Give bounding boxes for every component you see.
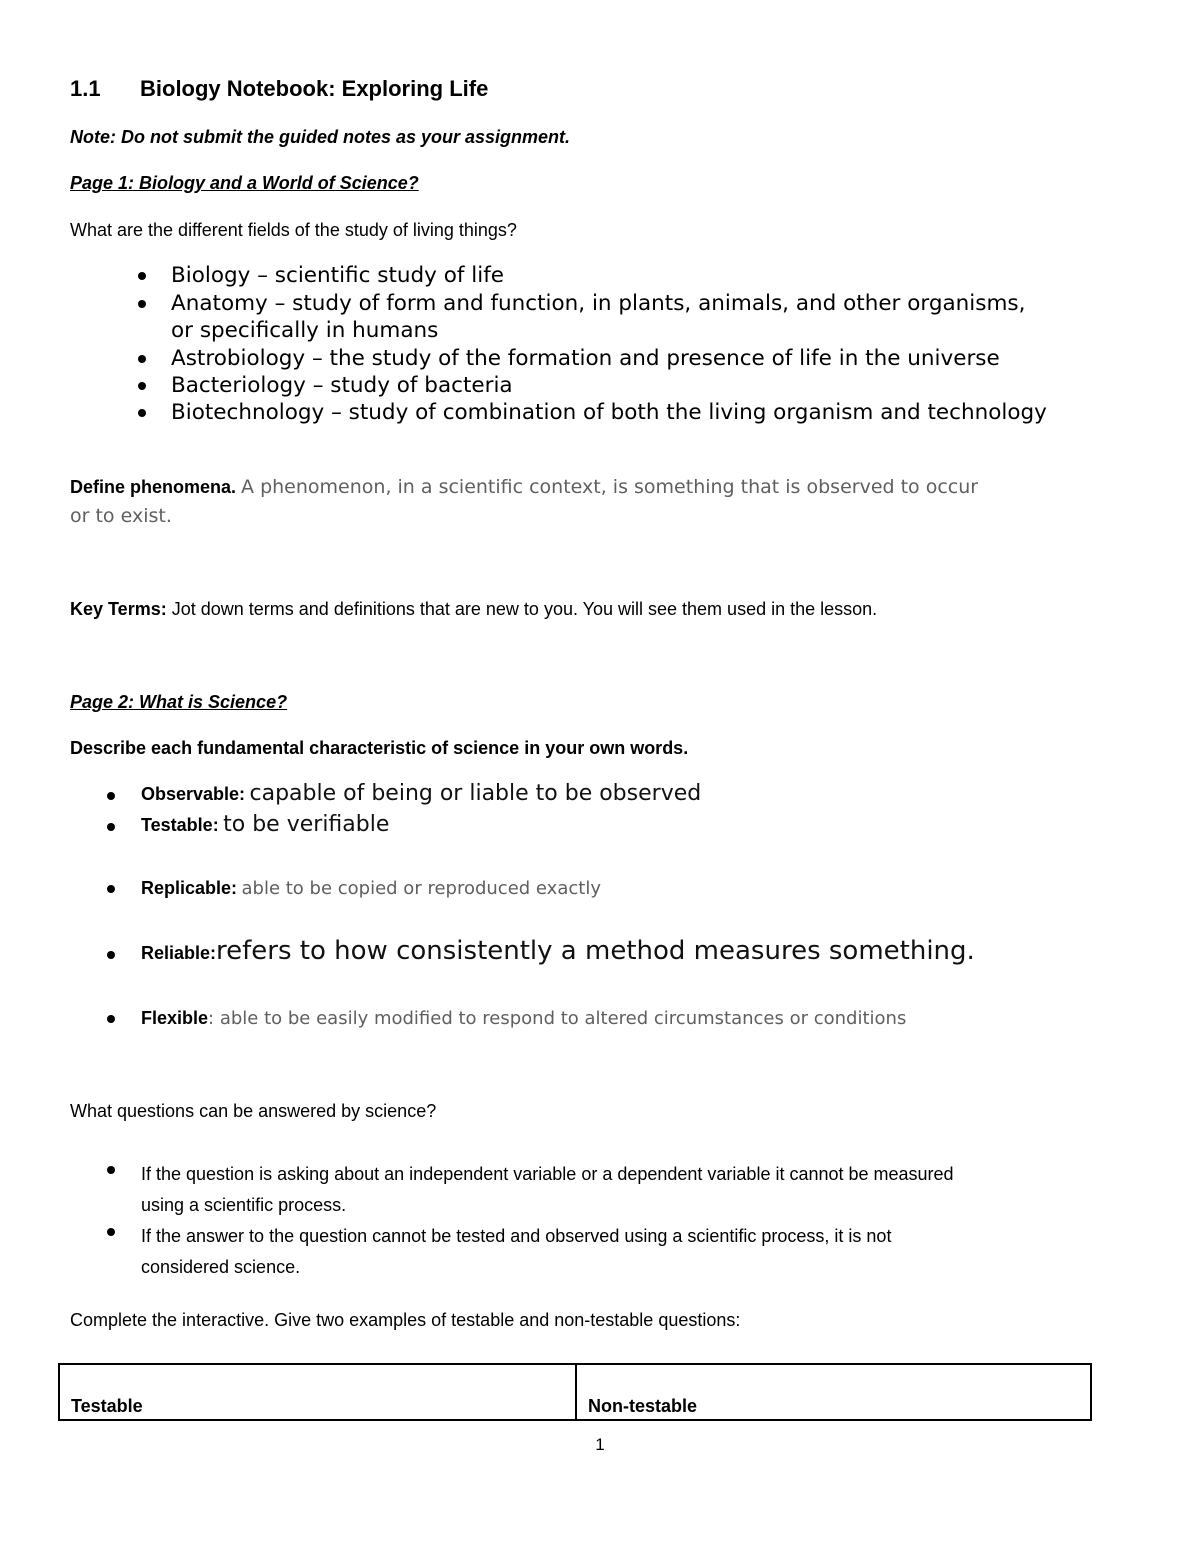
document-title <box>70 76 488 102</box>
define-phenomena <box>70 476 978 498</box>
replicable-answer: able to be copied or reproduced exactly <box>241 878 601 899</box>
answer-item <box>141 1159 954 1221</box>
characteristic-observable <box>141 781 701 806</box>
bullet-icon <box>107 951 115 959</box>
field-item-anatomy: Anatomy – study of form and function, in plants, animals, and other organisms, <box>171 291 1026 316</box>
answer-line: considered science. <box>141 1257 301 1277</box>
bullet-icon <box>107 1166 115 1174</box>
testable-label: Testable: <box>141 815 219 835</box>
bullet-icon <box>138 409 146 417</box>
non-testable-header: Non-testable <box>588 1396 698 1416</box>
bullet-icon <box>138 272 146 280</box>
characteristic-flexible <box>141 1008 906 1029</box>
flexible-answer: : able to be easily modified to respond to altered circumstances or conditions <box>208 1008 907 1029</box>
science-questions-prompt: What questions can be answered by science? <box>70 1101 437 1121</box>
define-answer-cont: or to exist. <box>70 505 172 527</box>
table-header-cell <box>577 1365 1090 1419</box>
submission-note: Note: Do not submit the guided notes as your assignment. <box>70 127 571 147</box>
answer-line: If the answer to the question cannot be tested and observed using a scientific process, it is not <box>141 1226 892 1246</box>
fields-question: What are the different fields of the study of living things? <box>70 220 517 240</box>
flexible-label: Flexible <box>141 1008 209 1028</box>
characteristic-testable <box>141 812 389 837</box>
bullet-icon <box>107 1015 115 1023</box>
testable-answer: to be verifiable <box>223 812 390 837</box>
define-label: Define phenomena. <box>70 477 237 497</box>
bullet-icon <box>107 885 115 893</box>
interactive-prompt: Complete the interactive. Give two examples of testable and non-testable questions: <box>70 1310 741 1330</box>
observable-answer: capable of being or liable to be observed <box>249 781 702 806</box>
questions-table <box>58 1363 1092 1421</box>
field-item-bacteriology: Bacteriology – study of bacteria <box>171 373 513 398</box>
field-item-biotechnology: Biotechnology – study of combination of both the living organism and technology <box>171 400 1047 425</box>
observable-label: Observable: <box>141 784 246 804</box>
reliable-answer: refers to how consistently a method measures something. <box>216 936 975 966</box>
section-number: 1.1 <box>70 76 101 101</box>
characteristic-replicable <box>141 878 601 899</box>
define-answer: A phenomenon, in a scientific context, is something that is observed to occur <box>241 476 979 498</box>
testable-header: Testable <box>71 1396 143 1416</box>
page2-heading: Page 2: What is Science? <box>70 692 288 712</box>
page1-heading: Page 1: Biology and a World of Science? <box>70 173 419 193</box>
title-text: Biology Notebook: Exploring Life <box>140 76 489 101</box>
characteristics-prompt: Describe each fundamental characteristic of science in your own words. <box>70 738 689 758</box>
key-terms-text: Jot down terms and definitions that are new to you. You will see them used in the lesson. <box>171 599 878 619</box>
field-item-biology: Biology – scientific study of life <box>171 263 505 288</box>
bullet-icon <box>138 300 146 308</box>
answer-item <box>141 1221 891 1283</box>
page-number: 1 <box>595 1435 605 1454</box>
key-terms-label: Key Terms: <box>70 599 167 619</box>
bullet-icon <box>138 382 146 390</box>
field-item-anatomy-cont: or specifically in humans <box>171 318 439 343</box>
answer-line: using a scientific process. <box>141 1195 347 1215</box>
table-header-cell <box>60 1365 577 1419</box>
reliable-label: Reliable: <box>141 943 217 963</box>
field-item-astrobiology: Astrobiology – the study of the formation and presence of life in the universe <box>171 346 1000 371</box>
bullet-icon <box>138 355 146 363</box>
key-terms <box>70 599 877 620</box>
characteristic-reliable <box>141 936 975 966</box>
answer-line: If the question is asking about an independent variable or a dependent variable it cannot be measured <box>141 1164 954 1184</box>
bullet-icon <box>107 823 115 831</box>
replicable-label: Replicable: <box>141 878 238 898</box>
bullet-icon <box>107 792 115 800</box>
bullet-icon <box>107 1228 115 1236</box>
